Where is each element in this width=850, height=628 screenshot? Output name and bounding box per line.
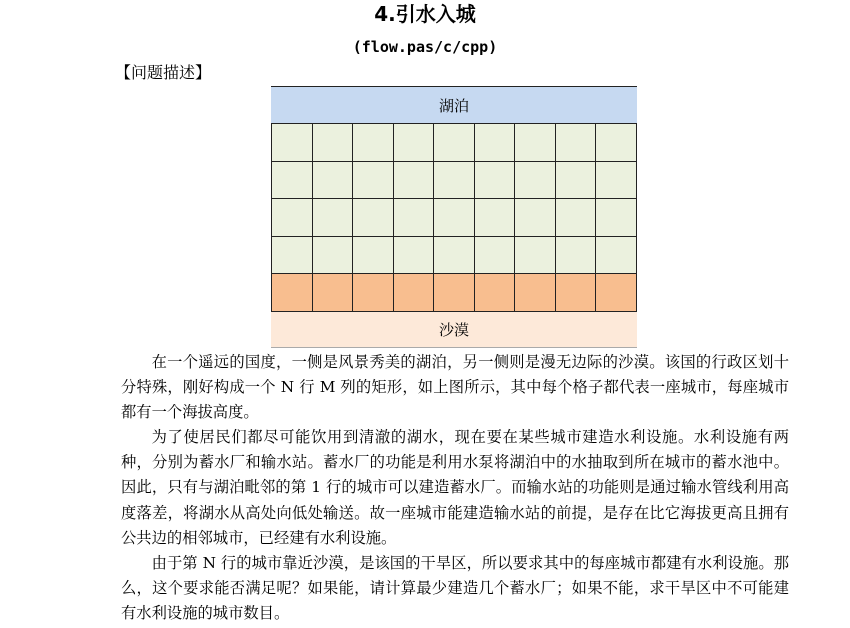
city-cell <box>515 124 556 162</box>
arid-city-cell <box>434 274 475 312</box>
page-title: 4.引水入城 <box>374 2 476 26</box>
city-cell <box>313 237 354 275</box>
arid-city-cell <box>475 274 516 312</box>
city-cell <box>313 199 354 237</box>
arid-city-cell <box>596 274 637 312</box>
city-cell <box>394 124 435 162</box>
city-cell <box>353 124 394 162</box>
city-cell <box>434 237 475 275</box>
desert-band: 沙漠 <box>271 312 637 348</box>
city-cell <box>515 162 556 200</box>
problem-description <box>121 350 789 626</box>
city-cell <box>434 124 475 162</box>
city-cell <box>313 124 354 162</box>
city-cell <box>475 237 516 275</box>
lake-band: 湖泊 <box>271 86 637 124</box>
paragraph: 由于第 N 行的城市靠近沙漠，是该国的干旱区，所以要求其中的每座城市都建有水利设施。那么，这个要求能否满足呢？如果能，请计算最少建造几个蓄水厂；如果不能，求干旱区中不可能建有水利设施的城市数目。 <box>121 553 789 622</box>
section-heading: 【问题描述】 <box>115 63 212 82</box>
paragraph: 为了使居民们都尽可能饮用到清澈的湖水，现在要在某些城市建造水利设施。水利设施有两种，分别为蓄水厂和输水站。蓄水厂的功能是利用水泵将湖泊中的水抽取到所在城市的蓄水池中。因此，只有与湖泊毗邻的第 1 行的城市可以建造蓄水厂。而输水站的功能则是通过输水管线利用高度落差，将湖水从高处向低处输送。故一座城市能建造输水站的前提，是存在比它海拔更高且拥有公共边的相邻城市，已经建有水利设施。 <box>121 428 789 547</box>
city-cell <box>475 199 516 237</box>
city-cell <box>515 237 556 275</box>
city-grid <box>271 124 637 312</box>
file-names: (flow.pas/c/cpp) <box>352 38 498 56</box>
arid-city-cell <box>515 274 556 312</box>
city-cell <box>556 124 597 162</box>
city-cell <box>515 199 556 237</box>
city-cell <box>434 162 475 200</box>
city-cell <box>313 162 354 200</box>
city-cell <box>353 237 394 275</box>
city-cell <box>556 162 597 200</box>
city-cell <box>272 124 313 162</box>
city-cell <box>272 162 313 200</box>
paragraph: 在一个遥远的国度，一侧是风景秀美的湖泊，另一侧则是漫无边际的沙漠。该国的行政区划十分特殊，刚好构成一个 N 行 M 列的矩形，如上图所示，其中每个格子都代表一座城市，每座城市都有一个海拔高度。 <box>121 353 789 422</box>
city-cell <box>434 199 475 237</box>
city-cell <box>596 237 637 275</box>
city-cell <box>556 237 597 275</box>
city-cell <box>475 124 516 162</box>
city-cell <box>596 162 637 200</box>
arid-city-cell <box>272 274 313 312</box>
city-cell <box>394 199 435 237</box>
city-cell <box>394 237 435 275</box>
city-cell <box>272 237 313 275</box>
arid-city-cell <box>313 274 354 312</box>
city-cell <box>353 162 394 200</box>
city-cell <box>475 162 516 200</box>
city-cell <box>596 124 637 162</box>
city-cell <box>272 199 313 237</box>
city-cell <box>556 199 597 237</box>
arid-city-cell <box>394 274 435 312</box>
city-cell <box>596 199 637 237</box>
city-cell <box>394 162 435 200</box>
city-cell <box>353 199 394 237</box>
map-figure <box>271 86 637 348</box>
arid-city-cell <box>556 274 597 312</box>
arid-city-cell <box>353 274 394 312</box>
